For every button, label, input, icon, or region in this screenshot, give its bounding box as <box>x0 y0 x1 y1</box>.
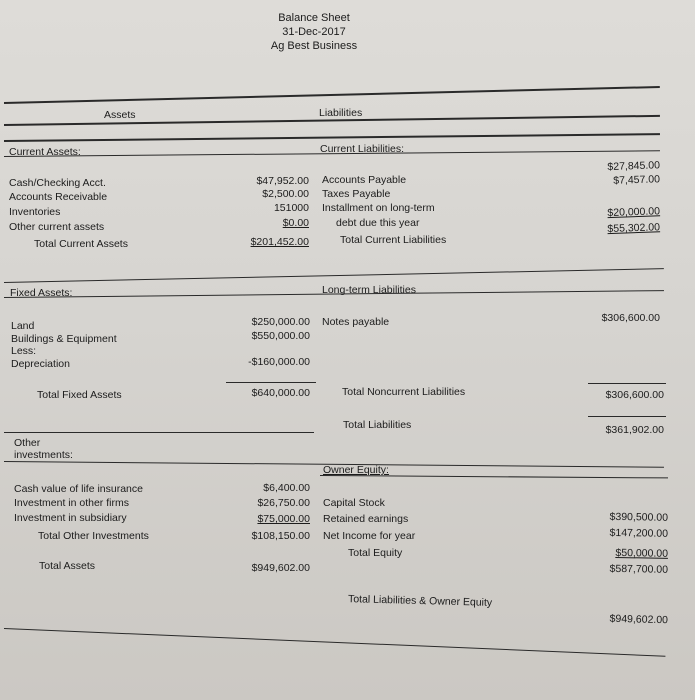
cl-value: $7,457.00 <box>613 173 661 187</box>
oe-label: Retained earnings <box>323 513 409 525</box>
current-liabilities-heading: Current Liabilities: <box>320 143 405 155</box>
oi-label: Cash value of life insurance <box>14 483 143 495</box>
total-noncurrent-liabilities-value: $306,600.00 <box>605 389 664 401</box>
ca-label: Accounts Receivable <box>9 191 108 203</box>
business-name: Ag Best Business <box>270 40 358 52</box>
ca-label: Other current assets <box>9 221 105 233</box>
fa-label: Less: <box>11 345 37 357</box>
total-assets-value: $949,602.00 <box>251 562 310 574</box>
rule <box>4 133 660 142</box>
owner-equity-heading: Owner Equity: <box>323 464 389 476</box>
total-other-investments-label: Total Other Investments <box>38 530 149 542</box>
other-investments-heading: Other <box>14 437 41 449</box>
cl-label: debt due this year <box>336 217 420 229</box>
total-fixed-assets-value: $640,000.00 <box>251 387 310 399</box>
total-liabilities-label: Total Liabilities <box>343 419 412 431</box>
total-current-liabilities-value: $55,302.00 <box>607 221 661 236</box>
cl-label: Installment on long-term <box>322 202 435 214</box>
rule <box>588 416 666 417</box>
oe-value: $147,200.00 <box>609 526 669 540</box>
oe-label: Net Income for year <box>323 530 416 542</box>
total-other-investments-value: $108,150.00 <box>251 530 310 542</box>
total-noncurrent-liabilities-label: Total Noncurrent Liabilities <box>342 386 466 398</box>
rule <box>320 475 668 478</box>
cl-value: $20,000.00 <box>607 205 661 220</box>
cl-value: $27,845.00 <box>607 159 661 174</box>
cl-label: Accounts Payable <box>322 174 407 186</box>
rule <box>4 268 664 283</box>
ltl-label: Notes payable <box>322 316 390 328</box>
oi-label: Investment in other firms <box>14 497 129 509</box>
total-liabilities-value: $361,902.00 <box>605 424 664 436</box>
oe-label: Capital Stock <box>323 497 385 509</box>
rule <box>4 86 660 104</box>
other-investments-heading-cont: investments: <box>14 449 73 461</box>
total-current-liabilities-label: Total Current Liabilities <box>340 234 447 246</box>
rule <box>4 432 314 433</box>
oi-value: $75,000.00 <box>257 513 310 525</box>
fa-label: Depreciation <box>11 358 70 370</box>
fa-value: $250,000.00 <box>251 316 310 328</box>
ca-label: Inventories <box>9 206 61 218</box>
rule <box>226 382 316 383</box>
ca-value: 151000 <box>273 202 309 214</box>
total-equity-label: Total Equity <box>348 547 403 559</box>
fa-label: Buildings & Equipment <box>11 333 117 345</box>
total-current-assets-value: $201,452.00 <box>250 236 309 248</box>
oi-label: Investment in subsidiary <box>14 512 127 524</box>
rule <box>588 383 666 384</box>
total-assets-label: Total Assets <box>39 560 96 572</box>
ca-value: $0.00 <box>282 217 309 229</box>
oi-value: $6,400.00 <box>263 482 310 494</box>
fixed-assets-heading: Fixed Assets: <box>10 287 73 299</box>
longterm-liabilities-heading: Long-term Liabilities <box>322 284 416 296</box>
sheet-date: 31-Dec-2017 <box>282 26 346 38</box>
ca-label: Cash/Checking Acct. <box>9 177 106 189</box>
ca-value: $47,952.00 <box>256 175 309 187</box>
total-current-assets-label: Total Current Assets <box>34 238 128 250</box>
assets-column-header: Assets <box>104 109 136 121</box>
total-equity-value: $587,700.00 <box>609 562 669 576</box>
ltl-value: $306,600.00 <box>601 312 660 324</box>
current-assets-heading: Current Assets: <box>9 146 81 158</box>
oi-value: $26,750.00 <box>257 497 310 509</box>
total-fixed-assets-label: Total Fixed Assets <box>37 389 122 401</box>
sheet-title: Balance Sheet <box>278 12 350 24</box>
liabilities-column-header: Liabilities <box>319 107 363 119</box>
fa-value: -$160,000.00 <box>248 356 310 368</box>
oe-value: $50,000.00 <box>615 546 669 560</box>
total-liab-equity-value: $949,602.00 <box>609 612 669 627</box>
oe-value: $390,500.00 <box>609 510 669 524</box>
cl-label: Taxes Payable <box>322 188 391 200</box>
rule <box>4 628 665 657</box>
total-liab-equity-label: Total Liabilities & Owner Equity <box>347 593 493 609</box>
fa-value: $550,000.00 <box>251 330 310 342</box>
fa-label: Land <box>11 320 35 332</box>
ca-value: $2,500.00 <box>262 188 309 200</box>
